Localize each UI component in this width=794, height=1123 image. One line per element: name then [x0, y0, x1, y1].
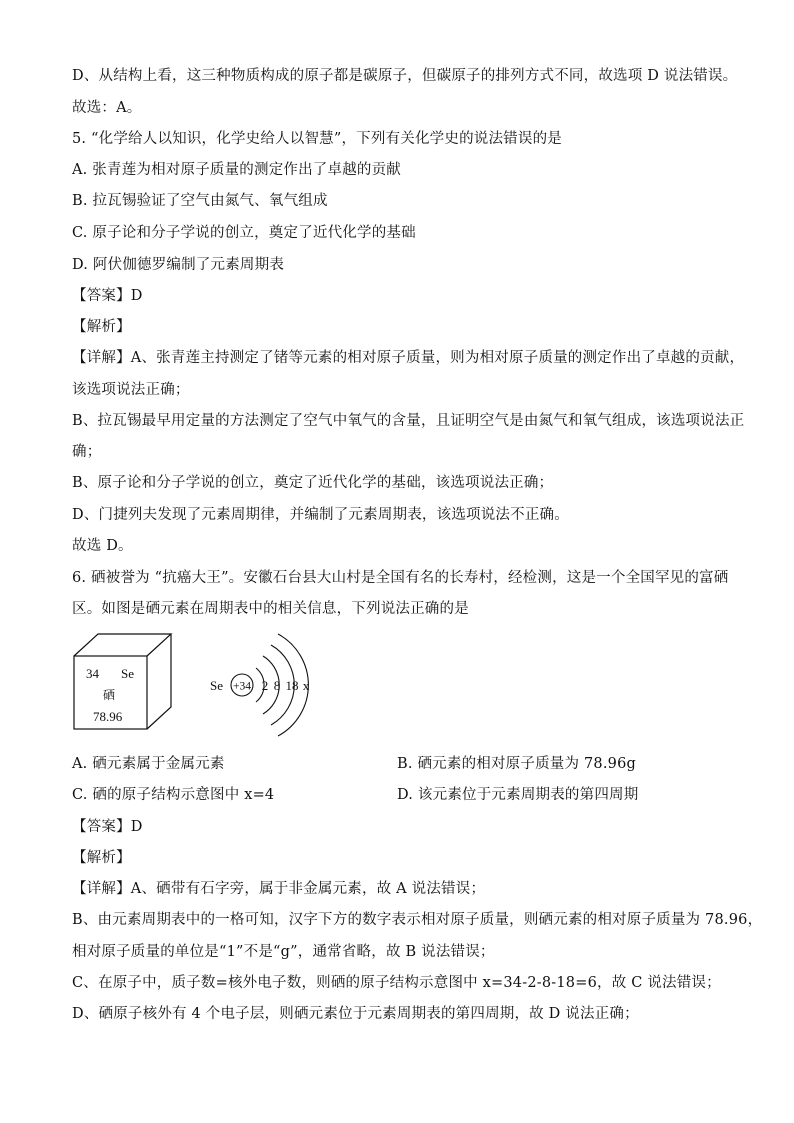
explanation-line: 该选项说法正确；	[72, 382, 190, 398]
explanation-line: D、硒原子核外有 4 个电子层，则硒元素位于元素周期表的第四周期，故 D 说法正确；	[72, 1006, 639, 1022]
shell-count: x	[302, 678, 310, 693]
question-5-option-a: A. 张青莲为相对原子质量的测定作出了卓越的贡献	[72, 162, 401, 178]
question-5-stem: 5. “化学给人以知识，化学史给人以智慧”，下列有关化学史的说法错误的是	[72, 131, 562, 147]
nucleus-charge: +34	[233, 680, 251, 693]
element-symbol: Se	[121, 666, 134, 681]
answer-label: 【答案】D	[72, 288, 143, 304]
question-5-option-b: B. 拉瓦锡验证了空气由氮气、氧气组成	[72, 193, 328, 209]
explanation-line: B、拉瓦锡最早用定量的方法测定了空气中氧气的含量，且证明空气是由氮气和氧气组成，该选项说法正	[72, 413, 745, 429]
explanation-line: 【详解】A、张青莲主持测定了锗等元素的相对原子质量，则为相对原子质量的测定作出了卓越的贡献，	[72, 350, 745, 366]
explanation-line: C、在原子中，质子数=核外电子数，则硒的原子结构示意图中 x=34-2-8-18=6，故 C 说法错误；	[72, 975, 721, 991]
question-5-option-c: C. 原子论和分子学说的创立，奠定了近代化学的基础	[72, 225, 416, 241]
selenium-figure	[72, 628, 332, 744]
selenium-diagram	[72, 628, 332, 744]
explanation-line: D、门捷列夫发现了元素周期律，并编制了元素周期表，该选项说法不正确。	[72, 507, 569, 523]
conclusion-line: 故选 D。	[72, 538, 133, 554]
cube-top-face	[74, 634, 171, 656]
periodic-cell-cube	[74, 634, 171, 729]
explanation-line: 【详解】A、硒带有石字旁，属于非金属元素，故 A 说法错误；	[72, 881, 486, 897]
text-line: 故选：A。	[72, 100, 142, 116]
explanation-line: 相对原子质量的单位是“1”不是“g”，通常省略，故 B 说法错误；	[72, 944, 495, 960]
question-6-option-c: C. 硒的原子结构示意图中 x=4	[72, 787, 275, 803]
cube-side-face	[147, 634, 171, 729]
question-5-option-d: D. 阿伏伽德罗编制了元素周期表	[72, 257, 285, 273]
question-6-stem: 区。如图是硒元素在周期表中的相关信息，下列说法正确的是	[72, 601, 469, 617]
explanation-line: B、由元素周期表中的一格可知，汉字下方的数字表示相对原子质量，则硒元素的相对原子质量为 78.96，	[72, 912, 763, 928]
text-line: D、从结构上看，这三种物质构成的原子都是碳原子，但碳原子的排列方式不同，故选项 D 说法错误。	[72, 68, 738, 84]
shell-count: 2	[261, 678, 269, 693]
element-name: 硒	[103, 688, 116, 702]
shell-count: 8	[273, 678, 281, 693]
analysis-label: 【解析】	[72, 850, 131, 866]
shell-count: 18	[285, 678, 299, 693]
question-6-option-d: D. 该元素位于元素周期表的第四周期	[397, 787, 639, 803]
analysis-label: 【解析】	[72, 319, 131, 335]
atom-symbol: Se	[210, 678, 223, 693]
explanation-line: 确；	[72, 444, 102, 460]
question-6-option-a: A. 硒元素属于金属元素	[72, 756, 225, 772]
question-6-stem: 6. 硒被誉为 “抗癌大王”。安徽石台县大山村是全国有名的长寿村，经检测，这是一个全国罕见的富硒	[72, 570, 729, 586]
explanation-line: B、原子论和分子学说的创立，奠定了近代化学的基础，该选项说法正确；	[72, 475, 554, 491]
atomic-mass: 78.96	[93, 709, 123, 724]
question-6-option-b: B. 硒元素的相对原子质量为 78.96g	[397, 756, 636, 772]
atomic-number: 34	[86, 666, 99, 681]
answer-label: 【答案】D	[72, 819, 143, 835]
